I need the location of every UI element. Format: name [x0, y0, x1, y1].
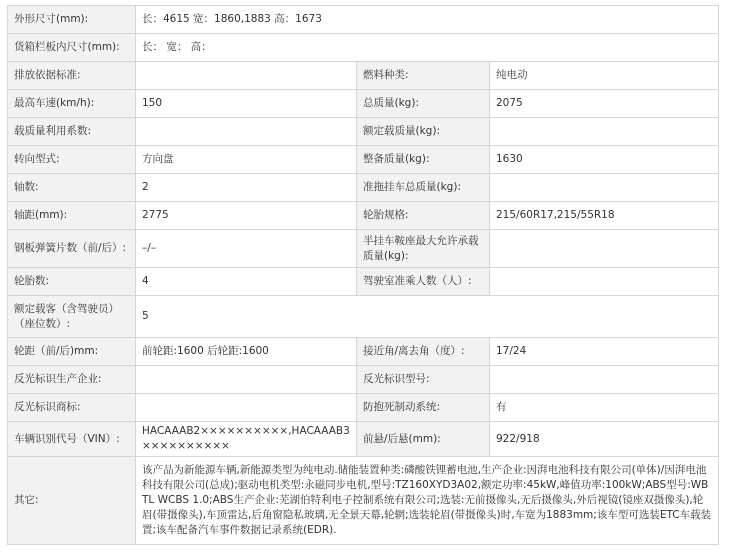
- label-reflective-maker: 反光标识生产企业:: [8, 366, 136, 394]
- label-load-factor: 载质量利用系数:: [8, 118, 136, 146]
- value-max-speed: 150: [136, 90, 357, 118]
- value-load-factor: [136, 118, 357, 146]
- label-tire-count: 轮胎数:: [8, 268, 136, 296]
- label-rated-passengers: 额定载客（含驾驶员）（座位数）:: [8, 296, 136, 338]
- value-steering: 方向盘: [136, 146, 357, 174]
- label-reflective-model: 反光标识型号:: [357, 366, 490, 394]
- value-saddle-load: [490, 230, 719, 268]
- label-cab-seats: 驾驶室准乘人数（人）:: [357, 268, 490, 296]
- vehicle-spec-table: [7, 5, 719, 545]
- value-abs: 有: [490, 394, 719, 422]
- label-rated-load: 额定载质量(kg):: [357, 118, 490, 146]
- value-tire-spec: 215/60R17,215/55R18: [490, 202, 719, 230]
- label-max-speed: 最高车速(km/h):: [8, 90, 136, 118]
- value-reflective-brand: [136, 394, 357, 422]
- label-trailer-mass: 准拖挂车总质量(kg):: [357, 174, 490, 202]
- value-emission-standard: [136, 62, 357, 90]
- label-wheelbase: 轴距(mm):: [8, 202, 136, 230]
- value-axles: 2: [136, 174, 357, 202]
- spec-row-load: [8, 118, 719, 146]
- label-fuel-type: 燃料种类:: [357, 62, 490, 90]
- spec-row-springs: [8, 230, 719, 268]
- label-overhang: 前悬/后悬(mm):: [357, 422, 490, 457]
- spec-row-steering: [8, 146, 719, 174]
- label-dimensions: 外形尺寸(mm):: [8, 6, 136, 34]
- label-cargo-box: 货箱栏板内尺寸(mm):: [8, 34, 136, 62]
- label-vin: 车辆识别代号（VIN）:: [8, 422, 136, 457]
- value-fuel-type: 纯电动: [490, 62, 719, 90]
- value-curb-mass: 1630: [490, 146, 719, 174]
- spec-row-reflective: [8, 366, 719, 394]
- label-curb-mass: 整备质量(kg):: [357, 146, 490, 174]
- value-gross-mass: 2075: [490, 90, 719, 118]
- spec-row-tires: [8, 268, 719, 296]
- label-axles: 轴数:: [8, 174, 136, 202]
- value-wheelbase: 2775: [136, 202, 357, 230]
- spec-row-dimensions: [8, 6, 719, 34]
- value-leaf-springs: –/–: [136, 230, 357, 268]
- spec-row-vin: [8, 422, 719, 457]
- label-tire-spec: 轮胎规格:: [357, 202, 490, 230]
- value-cab-seats: [490, 268, 719, 296]
- value-rated-passengers: 5: [136, 296, 719, 338]
- value-reflective-maker: [136, 366, 357, 394]
- label-other: 其它:: [8, 457, 136, 545]
- label-saddle-load: 半挂车鞍座最大允许承载质量(kg):: [357, 230, 490, 268]
- value-track-width: 前轮距:1600 后轮距:1600: [136, 338, 357, 366]
- spec-row-other: [8, 457, 719, 545]
- spec-row-track: [8, 338, 719, 366]
- label-emission-standard: 排放依据标准:: [8, 62, 136, 90]
- spec-row-emission: [8, 62, 719, 90]
- label-gross-mass: 总质量(kg):: [357, 90, 490, 118]
- value-other: 该产品为新能源车辆,新能源类型为纯电动.储能装置种类:磷酸铁锂蓄电池,生产企业:因湃电池科技有限公司(单体)/因湃电池科技有限公司(总成);驱动电机类型:永磁同步电机,型号:TZ160XYD3A02,额定功率:45kW,峰值功率:100kW;ABS型号:WBTL WCBS 1.0;ABS生产企业:芜湖伯特利电子控制系统有限公司;选装:无前摄像头,无后摄像头,外后视镜(镜座双摄像头),轮眉(带摄像头),车顶雷达,后角窗隐私玻璃,无全景天幕,轮辋;选装轮眉(带摄像头)时,车宽为1883mm;该车型可选装ETC车载装置;该车配备汽车事件数据记录系统(EDR).: [136, 457, 719, 545]
- label-abs: 防抱死制动系统:: [357, 394, 490, 422]
- value-trailer-mass: [490, 174, 719, 202]
- spec-row-axles: [8, 174, 719, 202]
- label-track-width: 轮距（前/后)mm:: [8, 338, 136, 366]
- spec-row-speed: [8, 90, 719, 118]
- spec-row-wheelbase: [8, 202, 719, 230]
- value-approach-angle: 17/24: [490, 338, 719, 366]
- value-cargo-box: 长： 宽： 高：: [136, 34, 719, 62]
- label-reflective-brand: 反光标识商标:: [8, 394, 136, 422]
- spec-row-cargo-box: [8, 34, 719, 62]
- value-reflective-model: [490, 366, 719, 394]
- spec-row-passengers: [8, 296, 719, 338]
- value-rated-load: [490, 118, 719, 146]
- label-leaf-springs: 钢板弹簧片数（前/后）:: [8, 230, 136, 268]
- value-overhang: 922/918: [490, 422, 719, 457]
- spec-row-brand: [8, 394, 719, 422]
- value-dimensions: 长：4615 宽：1860,1883 高：1673: [136, 6, 719, 34]
- label-steering: 转向型式:: [8, 146, 136, 174]
- value-tire-count: 4: [136, 268, 357, 296]
- value-vin: HACAAAB2××××××××××,HACAAAB3××××××××××: [136, 422, 357, 457]
- label-approach-angle: 接近角/离去角（度）:: [357, 338, 490, 366]
